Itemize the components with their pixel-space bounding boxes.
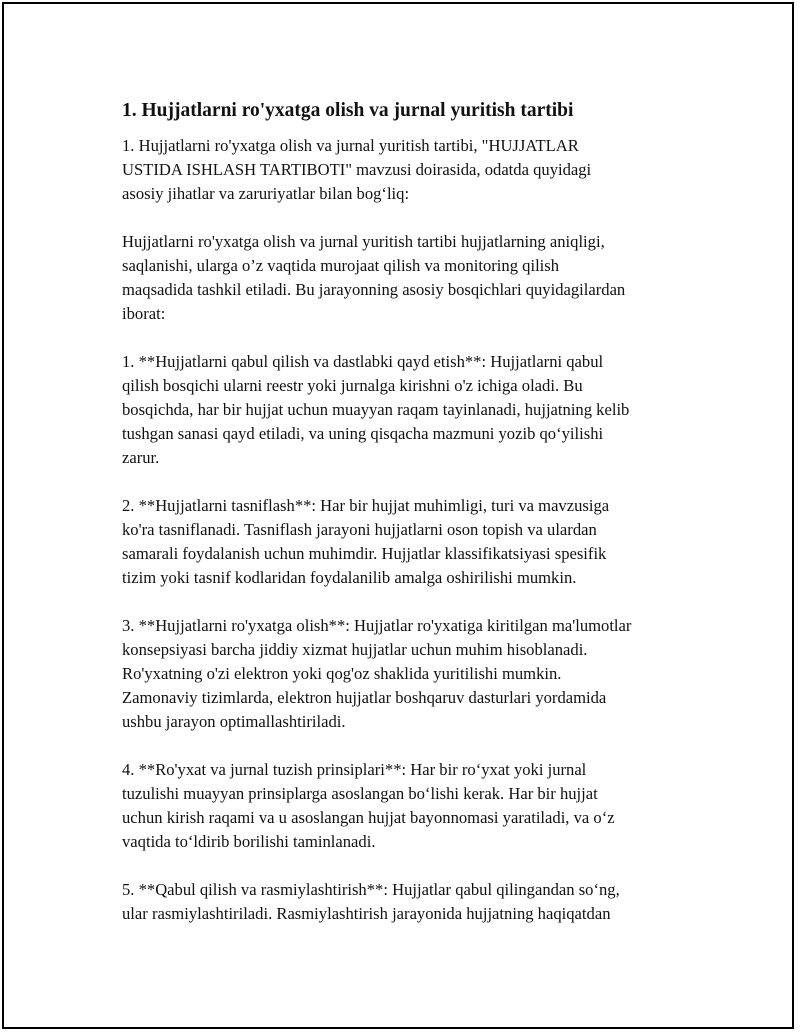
text-line: Zamonaviy tizimlarda, elektron hujjatlar boshqaruv dasturlari yordamida	[122, 688, 607, 707]
text-line: iborat:	[122, 304, 166, 323]
text-line: konsepsiyasi barcha jiddiy xizmat hujjatlar uchun muhim hisoblanadi.	[122, 640, 588, 659]
paragraph-item-2	[122, 494, 712, 590]
text-line: 3. **Hujjatlarni ro'yxatga olish**: Hujjatlar ro'yxatiga kiritilgan ma'lumotlar	[122, 616, 632, 635]
paragraph-item-4	[122, 758, 712, 854]
paragraph-intro	[122, 134, 712, 206]
text-line: asosiy jihatlar va zaruriyatlar bilan bog‘liq:	[122, 184, 410, 203]
text-line: qilish bosqichi ularni reestr yoki jurnalga kirishni o'z ichiga oladi. Bu	[122, 376, 583, 395]
document-title: 1. Hujjatlarni ro'yxatga olish va jurnal yuritish tartibi	[122, 100, 574, 121]
text-line: USTIDA ISHLASH TARTIBOTI" mavzusi doirasida, odatda quyidagi	[122, 160, 592, 179]
text-line: 4. **Ro'yxat va jurnal tuzish prinsiplari**: Har bir ro‘yxat yoki jurnal	[122, 760, 587, 779]
document-body	[122, 98, 712, 950]
paragraph-item-1	[122, 350, 712, 470]
text-line: 5. **Qabul qilish va rasmiylashtirish**: Hujjatlar qabul qilingandan so‘ng,	[122, 880, 620, 899]
text-line: tuzulishi muayyan prinsiplarga asoslangan bo‘lishi kerak. Har bir hujjat	[122, 784, 598, 803]
text-line: ko'ra tasniflanadi. Tasniflash jarayoni hujjatlarni oson topish va ulardan	[122, 520, 597, 539]
text-line: maqsadida tashkil etiladi. Bu jarayonning asosiy bosqichlari quyidagilardan	[122, 280, 626, 299]
paragraph-item-5	[122, 878, 712, 926]
text-line: saqlanishi, ularga o’z vaqtida murojaat qilish va monitoring qilish	[122, 256, 560, 275]
text-line: bosqichda, har bir hujjat uchun muayyan raqam tayinlanadi, hujjatning kelib	[122, 400, 630, 419]
text-line: tushgan sanasi qayd etiladi, va uning qisqacha mazmuni yozib qo‘yilishi	[122, 424, 604, 443]
paragraph-item-3	[122, 614, 712, 734]
text-line: tizim yoki tasnif kodlaridan foydalanilib amalga oshirilishi mumkin.	[122, 568, 577, 587]
text-line: ular rasmiylashtiriladi. Rasmiylashtirish jarayonida hujjatning haqiqatdan	[122, 904, 611, 923]
text-line: zarur.	[122, 448, 160, 467]
paragraph-overview	[122, 230, 712, 326]
text-line: ushbu jarayon optimallashtiriladi.	[122, 712, 346, 731]
text-line: samarali foydalanish uchun muhimdir. Hujjatlar klassifikatsiyasi spesifik	[122, 544, 607, 563]
text-line: Hujjatlarni ro'yxatga olish va jurnal yuritish tartibi hujjatlarning aniqligi,	[122, 232, 605, 251]
text-line: 1. Hujjatlarni ro'yxatga olish va jurnal yuritish tartibi, "HUJJATLAR	[122, 136, 579, 155]
text-line: 2. **Hujjatlarni tasniflash**: Har bir hujjat muhimligi, turi va mavzusiga	[122, 496, 610, 515]
text-line: uchun kirish raqami va u asoslangan hujjat bayonnomasi yaratiladi, va o‘z	[122, 808, 615, 827]
page-frame	[2, 2, 794, 1029]
text-line: vaqtida to‘ldirib borilishi taminlanadi.	[122, 832, 376, 851]
text-line: 1. **Hujjatlarni qabul qilish va dastlabki qayd etish**: Hujjatlarni qabul	[122, 352, 604, 371]
text-line: Ro'yxatning o'zi elektron yoki qog'oz shaklida yuritilishi mumkin.	[122, 664, 562, 683]
